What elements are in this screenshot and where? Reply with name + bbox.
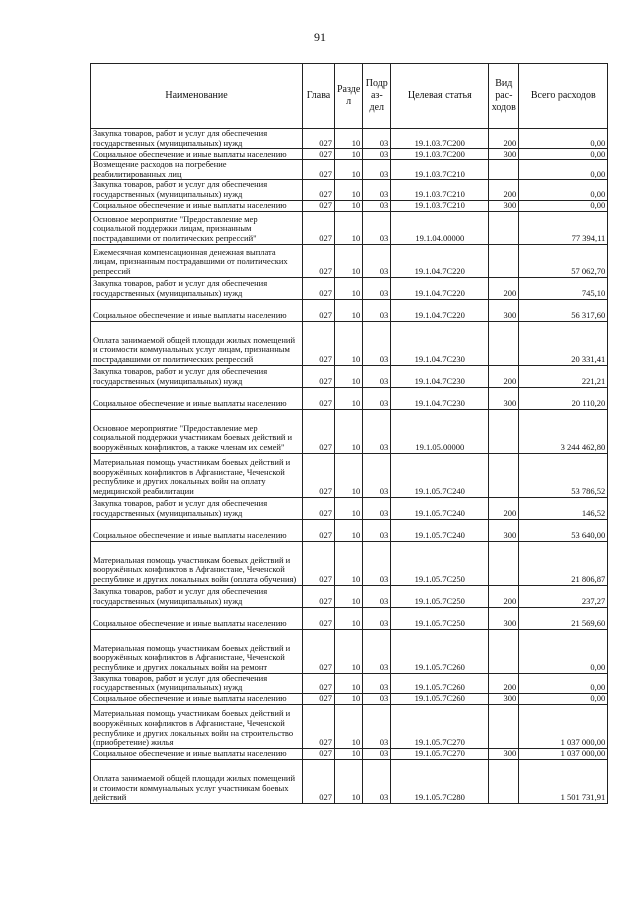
row-subsection: 03 (363, 277, 391, 299)
row-chapter: 027 (303, 180, 335, 200)
row-name: Материальная помощь участникам боевых действий и вооружённых конфликтов в Афганистане, Чеченской республике и других локальных войн (оплата обучения) (91, 541, 303, 585)
row-target: 19.1.04.7С230 (391, 365, 489, 387)
row-total: 3 244 462,80 (519, 409, 608, 453)
row-total: 1 037 000,00 (519, 748, 608, 759)
row-chapter: 027 (303, 365, 335, 387)
row-subsection: 03 (363, 497, 391, 519)
row-name: Основное мероприятие "Предоставление мер социальной поддержки лицам, признанным пострадавшими от политических репрессий" (91, 211, 303, 244)
row-total: 57 062,70 (519, 244, 608, 277)
row-expense-type: 300 (489, 149, 519, 160)
row-expense-type: 300 (489, 607, 519, 629)
row-section: 10 (335, 365, 363, 387)
row-chapter: 027 (303, 541, 335, 585)
header-expense-type: Вид рас- ходов (489, 64, 519, 129)
row-section: 10 (335, 409, 363, 453)
row-subsection: 03 (363, 387, 391, 409)
row-expense-type: 200 (489, 180, 519, 200)
row-subsection: 03 (363, 299, 391, 321)
table-row (91, 673, 608, 693)
header-name: Наименование (91, 64, 303, 129)
row-chapter: 027 (303, 629, 335, 673)
row-target: 19.1.05.7С260 (391, 693, 489, 704)
row-section: 10 (335, 160, 363, 180)
row-subsection: 03 (363, 585, 391, 607)
row-expense-type (489, 759, 519, 803)
expenses-table (90, 63, 608, 804)
row-chapter: 027 (303, 409, 335, 453)
row-expense-type: 300 (489, 200, 519, 211)
row-target: 19.1.05.7С250 (391, 607, 489, 629)
row-target: 19.1.05.00000 (391, 409, 489, 453)
row-chapter: 027 (303, 673, 335, 693)
row-chapter: 027 (303, 759, 335, 803)
row-expense-type: 300 (489, 693, 519, 704)
table-row (91, 244, 608, 277)
row-chapter: 027 (303, 704, 335, 748)
row-target: 19.1.04.00000 (391, 211, 489, 244)
row-total: 237,27 (519, 585, 608, 607)
table-row (91, 387, 608, 409)
row-subsection: 03 (363, 365, 391, 387)
header-chapter: Глава (303, 64, 335, 129)
row-chapter: 027 (303, 321, 335, 365)
row-subsection: 03 (363, 129, 391, 149)
row-subsection: 03 (363, 607, 391, 629)
row-chapter: 027 (303, 453, 335, 497)
table-row (91, 497, 608, 519)
row-name: Закупка товаров, работ и услуг для обеспечения государственных (муниципальных) нужд (91, 585, 303, 607)
row-total: 0,00 (519, 629, 608, 673)
row-target: 19.1.04.7С230 (391, 321, 489, 365)
header-total: Всего расходов (519, 64, 608, 129)
row-name: Основное мероприятие "Предоставление мер социальной поддержки участникам боевых действий и вооружённых конфликтов, а также членам их семей" (91, 409, 303, 453)
row-name: Социальное обеспечение и иные выплаты населению (91, 387, 303, 409)
row-total: 745,10 (519, 277, 608, 299)
row-total: 21 806,87 (519, 541, 608, 585)
row-section: 10 (335, 277, 363, 299)
row-subsection: 03 (363, 409, 391, 453)
row-name: Социальное обеспечение и иные выплаты населению (91, 519, 303, 541)
row-total: 0,00 (519, 693, 608, 704)
row-total: 53 640,00 (519, 519, 608, 541)
row-section: 10 (335, 299, 363, 321)
row-expense-type (489, 541, 519, 585)
row-target: 19.1.03.7С210 (391, 200, 489, 211)
row-section: 10 (335, 693, 363, 704)
row-subsection: 03 (363, 321, 391, 365)
row-expense-type (489, 629, 519, 673)
row-section: 10 (335, 244, 363, 277)
row-expense-type (489, 453, 519, 497)
row-section: 10 (335, 321, 363, 365)
row-target: 19.1.04.7С230 (391, 387, 489, 409)
row-subsection: 03 (363, 160, 391, 180)
row-subsection: 03 (363, 541, 391, 585)
table-row (91, 149, 608, 160)
table-row (91, 299, 608, 321)
row-expense-type (489, 211, 519, 244)
table-row (91, 365, 608, 387)
row-name: Закупка товаров, работ и услуг для обеспечения государственных (муниципальных) нужд (91, 673, 303, 693)
row-expense-type: 300 (489, 387, 519, 409)
table-row (91, 409, 608, 453)
row-target: 19.1.05.7С270 (391, 704, 489, 748)
row-target: 19.1.05.7С260 (391, 629, 489, 673)
row-name: Материальная помощь участникам боевых действий и вооружённых конфликтов в Афганистане, Чеченской республике и других локальных войн на оплату медицинской реабилитации (91, 453, 303, 497)
row-total: 146,52 (519, 497, 608, 519)
row-name: Оплата занимаемой общей площади жилых помещений и стоимости коммунальных услуг лицам, признанным пострадавшими от политических репрессий (91, 321, 303, 365)
row-target: 19.1.05.7С250 (391, 541, 489, 585)
row-total: 0,00 (519, 160, 608, 180)
row-section: 10 (335, 629, 363, 673)
row-chapter: 027 (303, 607, 335, 629)
table-row (91, 321, 608, 365)
row-chapter: 027 (303, 748, 335, 759)
table-row (91, 693, 608, 704)
row-total: 77 394,11 (519, 211, 608, 244)
table-row (91, 129, 608, 149)
row-target: 19.1.03.7С200 (391, 129, 489, 149)
table-row (91, 541, 608, 585)
row-chapter: 027 (303, 211, 335, 244)
row-section: 10 (335, 129, 363, 149)
row-expense-type: 300 (489, 299, 519, 321)
row-section: 10 (335, 541, 363, 585)
row-total: 21 569,60 (519, 607, 608, 629)
row-section: 10 (335, 453, 363, 497)
row-chapter: 027 (303, 693, 335, 704)
row-section: 10 (335, 387, 363, 409)
row-total: 1 501 731,91 (519, 759, 608, 803)
row-target: 19.1.05.7С260 (391, 673, 489, 693)
row-chapter: 027 (303, 519, 335, 541)
row-total: 221,21 (519, 365, 608, 387)
row-target: 19.1.05.7С240 (391, 497, 489, 519)
row-target: 19.1.04.7С220 (391, 299, 489, 321)
table-row (91, 519, 608, 541)
row-total: 0,00 (519, 129, 608, 149)
table-header-row (91, 64, 608, 129)
row-chapter: 027 (303, 387, 335, 409)
table-row (91, 607, 608, 629)
row-subsection: 03 (363, 673, 391, 693)
row-section: 10 (335, 200, 363, 211)
row-name: Закупка товаров, работ и услуг для обеспечения государственных (муниципальных) нужд (91, 277, 303, 299)
row-section: 10 (335, 497, 363, 519)
row-chapter: 027 (303, 149, 335, 160)
row-expense-type (489, 704, 519, 748)
row-section: 10 (335, 748, 363, 759)
row-target: 19.1.04.7С220 (391, 277, 489, 299)
table-row (91, 759, 608, 803)
row-expense-type: 200 (489, 365, 519, 387)
table-row (91, 211, 608, 244)
row-total: 0,00 (519, 149, 608, 160)
row-section: 10 (335, 149, 363, 160)
row-target: 19.1.05.7С270 (391, 748, 489, 759)
row-subsection: 03 (363, 149, 391, 160)
row-subsection: 03 (363, 519, 391, 541)
row-subsection: 03 (363, 211, 391, 244)
table-row (91, 160, 608, 180)
row-expense-type: 200 (489, 277, 519, 299)
row-total: 53 786,52 (519, 453, 608, 497)
row-expense-type: 200 (489, 673, 519, 693)
row-name: Закупка товаров, работ и услуг для обеспечения государственных (муниципальных) нужд (91, 497, 303, 519)
table-row (91, 704, 608, 748)
row-target: 19.1.05.7С250 (391, 585, 489, 607)
row-target: 19.1.04.7С220 (391, 244, 489, 277)
row-target: 19.1.03.7С210 (391, 180, 489, 200)
row-name: Закупка товаров, работ и услуг для обеспечения государственных (муниципальных) нужд (91, 365, 303, 387)
row-expense-type (489, 160, 519, 180)
row-subsection: 03 (363, 629, 391, 673)
row-name: Закупка товаров, работ и услуг для обеспечения государственных (муниципальных) нужд (91, 129, 303, 149)
row-name: Социальное обеспечение и иные выплаты населению (91, 748, 303, 759)
page-number: 91 (314, 30, 326, 44)
row-subsection: 03 (363, 453, 391, 497)
row-total: 20 110,20 (519, 387, 608, 409)
row-expense-type (489, 321, 519, 365)
table-row (91, 585, 608, 607)
row-section: 10 (335, 759, 363, 803)
row-chapter: 027 (303, 129, 335, 149)
row-section: 10 (335, 673, 363, 693)
row-target: 19.1.03.7С200 (391, 149, 489, 160)
table-row (91, 453, 608, 497)
row-section: 10 (335, 180, 363, 200)
row-total: 56 317,60 (519, 299, 608, 321)
row-chapter: 027 (303, 497, 335, 519)
table-row (91, 180, 608, 200)
header-section: Разде л (335, 64, 363, 129)
row-name: Возмещение расходов на погребение реабилитированных лиц (91, 160, 303, 180)
row-section: 10 (335, 585, 363, 607)
row-section: 10 (335, 704, 363, 748)
row-chapter: 027 (303, 585, 335, 607)
header-subsection: Подр аз- дел (363, 64, 391, 129)
row-total: 1 037 000,00 (519, 704, 608, 748)
row-expense-type (489, 409, 519, 453)
row-subsection: 03 (363, 200, 391, 211)
table-row (91, 629, 608, 673)
row-expense-type: 200 (489, 497, 519, 519)
row-name: Закупка товаров, работ и услуг для обеспечения государственных (муниципальных) нужд (91, 180, 303, 200)
row-name: Социальное обеспечение и иные выплаты населению (91, 200, 303, 211)
row-expense-type: 200 (489, 129, 519, 149)
table-row (91, 277, 608, 299)
row-name: Социальное обеспечение и иные выплаты населению (91, 299, 303, 321)
row-section: 10 (335, 607, 363, 629)
row-expense-type: 300 (489, 748, 519, 759)
row-subsection: 03 (363, 759, 391, 803)
row-target: 19.1.03.7С210 (391, 160, 489, 180)
row-expense-type: 200 (489, 585, 519, 607)
row-name: Социальное обеспечение и иные выплаты населению (91, 607, 303, 629)
row-total: 0,00 (519, 200, 608, 211)
row-name: Ежемесячная компенсационная денежная выплата лицам, признанным пострадавшими от политических репрессий (91, 244, 303, 277)
row-subsection: 03 (363, 244, 391, 277)
row-total: 0,00 (519, 180, 608, 200)
table-row (91, 200, 608, 211)
row-expense-type: 300 (489, 519, 519, 541)
row-total: 0,00 (519, 673, 608, 693)
row-name: Материальная помощь участникам боевых действий и вооружённых конфликтов в Афганистане, Чеченской республике и других локальных войн на ремонт (91, 629, 303, 673)
row-name: Оплата занимаемой общей площади жилых помещений и стоимости коммунальных услуг участникам боевых действий (91, 759, 303, 803)
row-target: 19.1.05.7С240 (391, 453, 489, 497)
row-total: 20 331,41 (519, 321, 608, 365)
header-target: Целевая статья (391, 64, 489, 129)
row-subsection: 03 (363, 704, 391, 748)
row-chapter: 027 (303, 277, 335, 299)
row-name: Социальное обеспечение и иные выплаты населению (91, 149, 303, 160)
row-subsection: 03 (363, 180, 391, 200)
row-chapter: 027 (303, 244, 335, 277)
row-chapter: 027 (303, 200, 335, 211)
row-target: 19.1.05.7С280 (391, 759, 489, 803)
row-chapter: 027 (303, 299, 335, 321)
row-subsection: 03 (363, 693, 391, 704)
row-subsection: 03 (363, 748, 391, 759)
row-chapter: 027 (303, 160, 335, 180)
row-section: 10 (335, 211, 363, 244)
row-name: Социальное обеспечение и иные выплаты населению (91, 693, 303, 704)
row-expense-type (489, 244, 519, 277)
table-row (91, 748, 608, 759)
row-section: 10 (335, 519, 363, 541)
row-target: 19.1.05.7С240 (391, 519, 489, 541)
row-name: Материальная помощь участникам боевых действий и вооружённых конфликтов в Афганистане, Чеченской республике и других локальных войн на строительство (приобретение) жилья (91, 704, 303, 748)
